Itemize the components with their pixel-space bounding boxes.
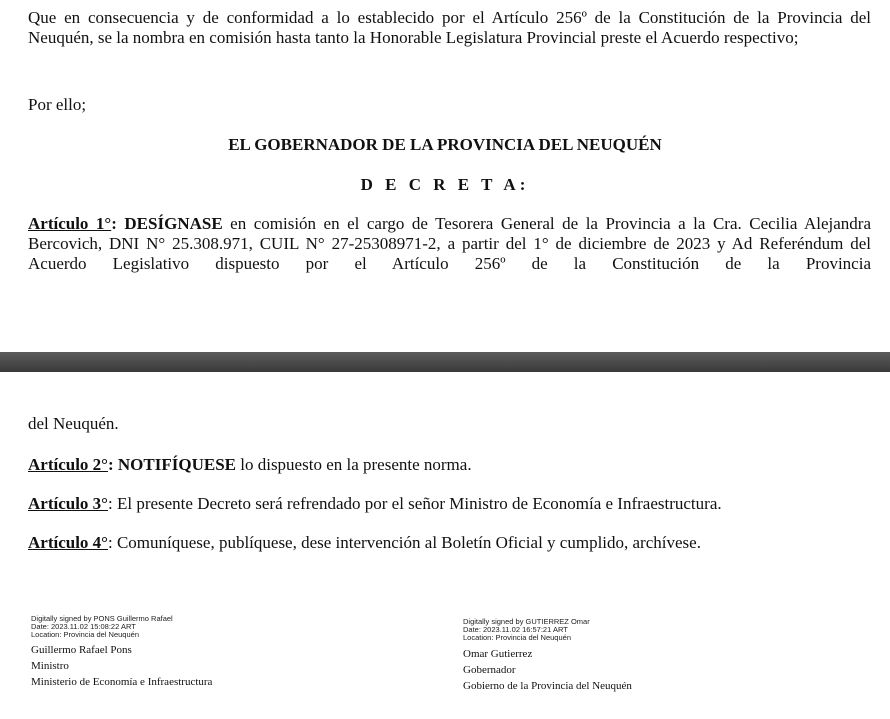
digital-date: Date: 2023.11.02 16:57:21 ART bbox=[463, 625, 568, 634]
article-2-label: Artículo 2° bbox=[28, 455, 108, 474]
article-3-label: Artículo 3° bbox=[28, 494, 108, 513]
signer-office: Ministerio de Economía e Infraestructura bbox=[31, 676, 213, 688]
article-1-keyword: DESÍGNASE bbox=[124, 214, 223, 233]
article-2-text: lo dispuesto en la presente norma. bbox=[236, 455, 472, 474]
article-1-continuation: del Neuquén. bbox=[28, 414, 119, 433]
governor-heading: EL GOBERNADOR DE LA PROVINCIA DEL NEUQUÉN bbox=[228, 135, 662, 154]
decreta-heading: D E C R E T A: bbox=[360, 175, 530, 194]
article-4-label: Artículo 4° bbox=[28, 533, 108, 552]
digital-date: Date: 2023.11.02 15:08:22 ART bbox=[31, 622, 136, 631]
article-1-colon: : bbox=[111, 214, 125, 233]
signer-name: Omar Gutierrez bbox=[463, 648, 533, 660]
digital-location: Location: Provincia del Neuquén bbox=[31, 630, 139, 639]
article-2-colon: : bbox=[107, 455, 118, 474]
article-2-keyword: NOTIFÍQUESE bbox=[117, 455, 236, 474]
signature-block-minister bbox=[31, 615, 212, 690]
signer-role: Gobernador bbox=[463, 664, 516, 676]
signer-name: Guillermo Rafael Pons bbox=[31, 644, 132, 656]
considerando-paragraph: Que en consecuencia y de conformidad a lo establecido por el Artículo 256º de la Constitución de la Provincia del Neuquén, se la nombra en comisión hasta tanto la Honorable Legislatura Provincial preste el Acuerdo respectivo; bbox=[28, 8, 871, 47]
digital-signed-by: Digitally signed by PONS Guillermo Rafael bbox=[31, 614, 173, 623]
article-1-text: en comisión en el cargo de Tesorera General de la Provincia a la Cra. Cecilia Alejandra Bercovich, DNI N° 25.308.971, CUIL N° 27-25308971-2, a partir del 1° de diciembre de 2023 y Ad Referéndum del Acuerdo Legislativo dispuesto por el Artículo 256º de la Constitución de la Provincia bbox=[28, 214, 871, 273]
digital-location: Location: Provincia del Neuquén bbox=[463, 633, 571, 642]
signature-block-governor bbox=[463, 618, 632, 694]
por-ello-text: Por ello; bbox=[28, 95, 87, 114]
digital-signature-stamp-left bbox=[31, 615, 212, 639]
digital-signed-by: Digitally signed by GUTIERREZ Omar bbox=[463, 617, 590, 626]
page-separator bbox=[0, 352, 890, 372]
article-1-label: Artículo 1° bbox=[28, 214, 112, 233]
document-page-2 bbox=[0, 372, 890, 719]
signer-office: Gobierno de la Provincia del Neuquén bbox=[463, 680, 632, 692]
article-4 bbox=[28, 533, 871, 553]
article-4-text: : Comuníquese, publíquese, dese intervención al Boletín Oficial y cumplido, archívese. bbox=[107, 533, 701, 552]
digital-signature-stamp-right bbox=[463, 618, 632, 642]
signer-role: Ministro bbox=[31, 660, 69, 672]
document-page-1 bbox=[0, 0, 890, 352]
article-3 bbox=[28, 494, 871, 514]
article-3-text: : El presente Decreto será refrendado por el señor Ministro de Economía e Infraestructura. bbox=[107, 494, 722, 513]
article-1 bbox=[28, 214, 871, 274]
article-2 bbox=[28, 455, 871, 475]
